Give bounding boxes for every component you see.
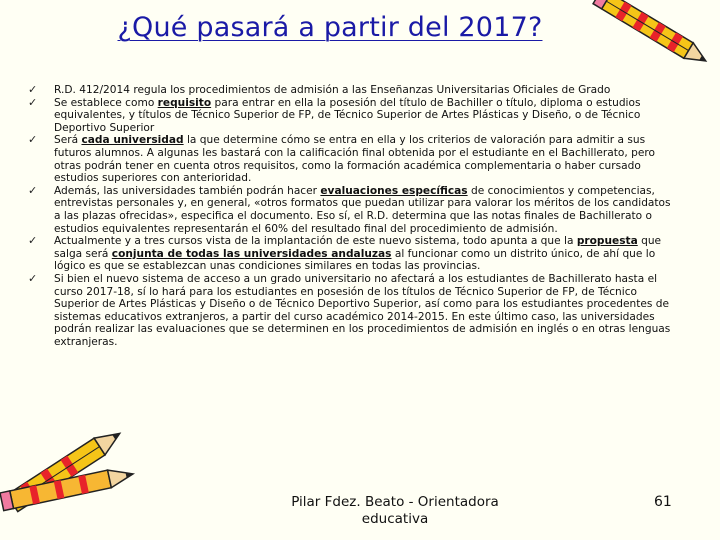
checkmark-icon: ✓ [28,133,38,147]
checkmark-icon: ✓ [28,183,38,197]
bullet-item: ✓ Además, las universidades también podrán hacer evaluaciones específicas de conocimientos y competencias, entrevistas personales y, en general, «otros formatos que puedan utilizar para valorar los méritos de los candidatos a las plazas ofrecidas», especifica el documento. Eso sí, el R.D. determina que las notas finales de Bachillerato o estudios equivalentes representarán el 60% del resultado final del procedimiento de admisión. [28,183,671,235]
bullet-list [28,84,676,348]
footer-line: educativa [361,511,429,527]
footer-line: Pilar Fdez. Beato - Orientadora [291,494,499,510]
emphasis-text: cada universidad [81,134,184,147]
emphasis-text: propuesta [576,235,638,248]
bullet-item: ✓ Si bien el nuevo sistema de acceso a un grado universitario no afectará a los estudiantes de Bachillerato hasta el curso 2017-18, sí lo hará para los estudiantes en posesión de los títulos de Técnico Superior de FP, de Técnico Superior de Artes Plásticas y Diseño o de Técnico Deportivo Superior, así como para los estudiantes procedentes de sistemas educativos extranjeros, a partir del curso académico 2014-2015. En este último caso, las universidades podrán realizar las evaluaciones que se determinen en los procedimientos de admisión en inglés o en otras lenguas extranjeras. [28,271,671,348]
bullet-item: ✓ Se establece como requisito para entrar en ella la posesión del título de Bachiller o título, diploma o estudios equivalentes, y títulos de Técnico Superior de FP, de Técnico Superior de Artes Plásticas y Diseño, o de Técnico Deportivo Superior [28,95,641,134]
bullet-item: ✓ Actualmente y a tres cursos vista de la implantación de este nuevo sistema, todo apunta a que la propuesta que salga será conjunta de todas las universidades andaluzas al funcionar como un distrito único, de ahí que lo lógico es que se establezcan unas condiciones similares en todas las provincias. [28,234,662,273]
page-title: ¿Qué pasará a partir del 2017? [117,12,543,43]
footer-author [270,494,520,528]
emphasis-text: requisito [157,96,212,109]
page-number: 61 [654,494,672,510]
checkmark-icon: ✓ [28,95,38,109]
checkmark-icon: ✓ [28,271,38,285]
checkmark-icon: ✓ [28,83,38,96]
emphasis-text: conjunta de todas las universidades andaluzas [111,247,392,260]
bullet-item: ✓ Será cada universidad la que determine cómo se entra en ella y los criterios de valoración para admitir a sus futuros alumnos. A algunas les bastará con la calificación final obtenida por el estudiante en el Bachillerato, pero otras podrán tener en cuenta otros requisitos, como la formación académica complementaria o haber cursado estudios superiores con anterioridad. [28,133,655,185]
crossed-pencils-icon [0,405,152,533]
checkmark-icon: ✓ [28,234,38,248]
bullet-item: ✓ R.D. 412/2014 regula los procedimientos de admisión a las Enseñanzas Universitarias Oficiales de Grado [28,83,611,96]
emphasis-text: evaluaciones específicas [320,184,468,197]
